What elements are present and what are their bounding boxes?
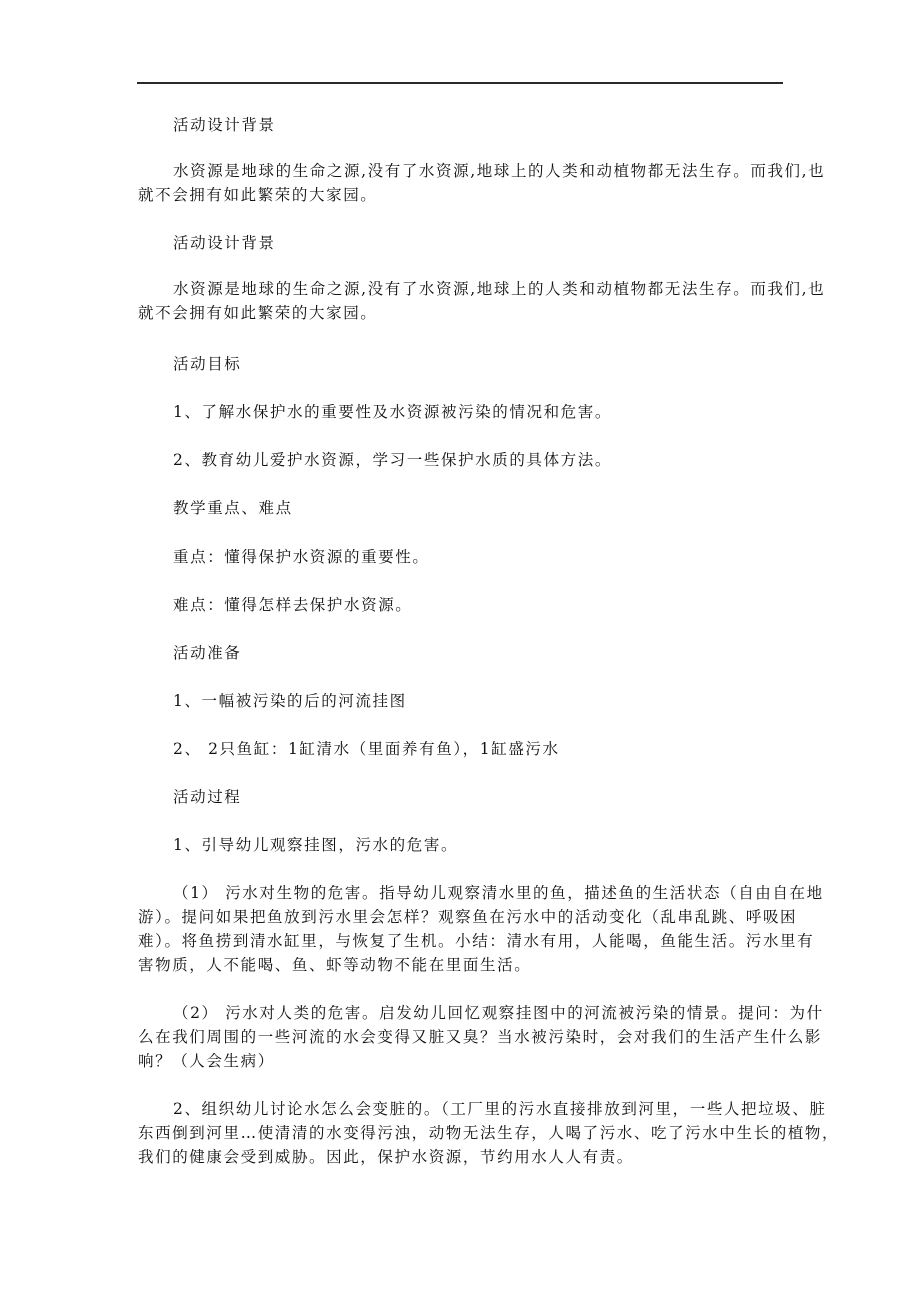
header-rule [137, 82, 783, 84]
preparation-item: 2、 2只鱼缸：1缸清水（里面养有鱼），1缸盛污水 [173, 740, 560, 758]
section-heading-background: 活动设计背景 [173, 116, 276, 134]
goal-item: 1、了解水保护水的重要性及水资源被污染的情况和危害。 [173, 403, 612, 421]
process-step-line: 东西倒到河里…使清清的水变得污浊，动物无法生存，人喝了污水、吃了污水中生长的植物， [138, 1124, 840, 1142]
background-paragraph-line: 就不会拥有如此繁荣的大家园。 [138, 186, 378, 204]
section-heading-process: 活动过程 [173, 788, 242, 806]
process-step: 1、引导幼儿观察挂图，污水的危害。 [173, 836, 459, 854]
section-heading-focus: 教学重点、难点 [173, 499, 293, 517]
process-substep-line: 响？（人会生病） [138, 1052, 275, 1070]
focus-difficult-point: 难点：懂得怎样去保护水资源。 [173, 596, 413, 614]
process-substep-line: 难）。将鱼捞到清水缸里，与恢复了生机。小结：清水有用，人能喝，鱼能生活。污水里有 [138, 932, 815, 950]
background-paragraph-line: 水资源是地球的生命之源,没有了水资源,地球上的人类和动植物都无法生存。而我们,也 [173, 162, 826, 180]
background-paragraph-line: 水资源是地球的生命之源,没有了水资源,地球上的人类和动植物都无法生存。而我们,也 [173, 280, 826, 298]
goal-item: 2、教育幼儿爱护水资源，学习一些保护水质的具体方法。 [173, 451, 612, 469]
process-substep-line: 么在我们周围的一些河流的水会变得又脏又臭？当水被污染时，会对我们的生活产生什么影 [138, 1028, 823, 1046]
process-substep-line: 游）。提问如果把鱼放到污水里会怎样？观察鱼在污水中的活动变化（乱串乱跳、呼吸困 [138, 908, 798, 926]
process-substep-line: （1） 污水对生物的危害。指导幼儿观察清水里的鱼，描述鱼的生活状态（自由自在地 [173, 884, 824, 902]
process-substep-line: （2） 污水对人类的危害。启发幼儿回忆观察挂图中的河流被污染的情景。提问：为什 [173, 1004, 824, 1022]
process-step-line: 2、组织幼儿讨论水怎么会变脏的。（工厂里的污水直接排放到河里，一些人把垃圾、脏 [173, 1100, 827, 1118]
section-heading-goals: 活动目标 [173, 355, 242, 373]
process-step-line: 我们的健康会受到威胁。因此，保护水资源，节约用水人人有责。 [138, 1148, 634, 1166]
background-paragraph-line: 就不会拥有如此繁荣的大家园。 [138, 304, 378, 322]
focus-key-point: 重点：懂得保护水资源的重要性。 [173, 548, 430, 566]
section-heading-background: 活动设计背景 [173, 234, 276, 252]
process-substep-line: 害物质，人不能喝、鱼、虾等动物不能在里面生活。 [138, 956, 532, 974]
preparation-item: 1、一幅被污染的后的河流挂图 [173, 692, 407, 710]
section-heading-preparation: 活动准备 [173, 644, 242, 662]
